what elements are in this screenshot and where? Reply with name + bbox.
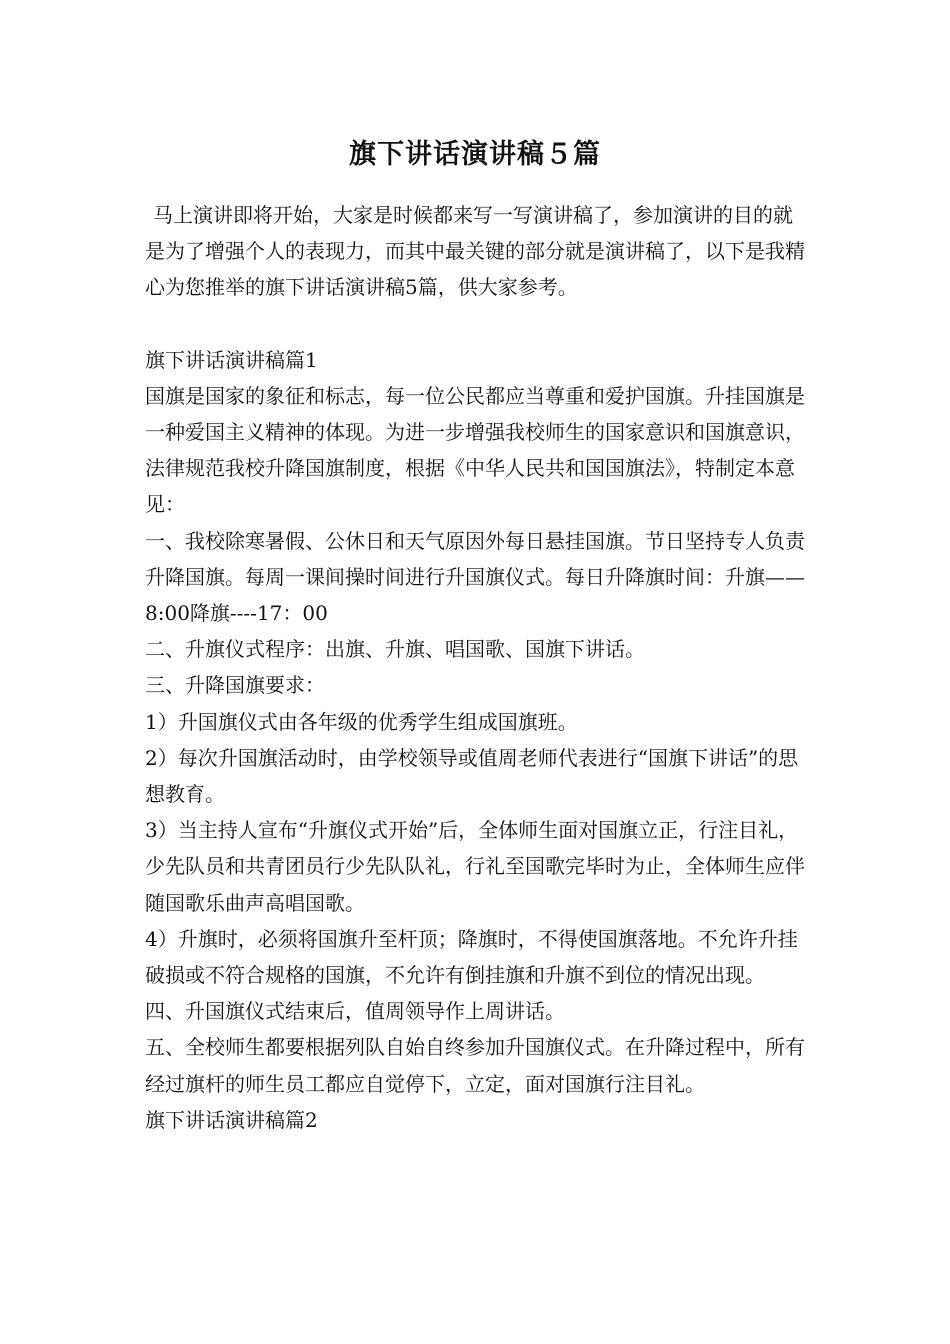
- list-item: 2）每次升国旗活动时，由学校领导或值周老师代表进行“国旗下讲话”的思想教育。: [145, 745, 799, 807]
- paragraph-gap: [145, 306, 809, 342]
- list-item: 4）升旗时，必须将国旗升至杆顶；降旗时，不得使国旗落地。不允许升挂破损或不符合规格的国旗，不允许有倒挂旗和升旗不到位的情况出现。: [145, 926, 798, 988]
- body-paragraph: 国旗是国家的象征和标志，每一位公民都应当尊重和爱护国旗。升挂国旗是一种爱国主义精神的体现。为进一步增强我校师生的国家意识和国旗意识，法律规范我校升降国旗制度，根据《中华人民共和国国旗法》，特制定本意见：: [145, 383, 805, 517]
- body-paragraph: 二、升旗仪式程序：出旗、升旗、唱国歌、国旗下讲话。: [145, 637, 645, 662]
- body-paragraph: 三、升降国旗要求：: [145, 673, 325, 698]
- document-body: [145, 197, 809, 1138]
- body-paragraph: 四、升国旗仪式结束后，值周领导作上周讲话。: [145, 999, 565, 1024]
- document-title: 旗下讲话演讲稿５篇: [349, 139, 601, 170]
- list-item: 3）当主持人宣布“升旗仪式开始”后，全体师生面对国旗立正，行注目礼，少先队员和共青团员行少先队队礼，行礼至国歌完毕时为止，全体师生应伴随国歌乐曲声高唱国歌。: [145, 818, 805, 915]
- section-heading-1: 旗下讲话演讲稿篇1: [145, 347, 318, 372]
- section-heading-2: 旗下讲话演讲稿篇2: [145, 1107, 318, 1132]
- list-item: 1）升国旗仪式由各年级的优秀学生组成国旗班。: [145, 709, 578, 734]
- intro-paragraph: 马上演讲即将开始，大家是时候都来写一写演讲稿了，参加演讲的目的就是为了增强个人的表现力，而其中最关键的部分就是演讲稿了，以下是我精心为您推举的旗下讲话演讲稿5篇，供大家参考。: [145, 203, 805, 300]
- body-paragraph: 五、全校师生都要根据列队自始自终参加升国旗仪式。在升降过程中，所有经过旗杆的师生员工都应自觉停下，立定，面对国旗行注目礼。: [145, 1035, 805, 1096]
- body-paragraph: 一、我校除寒暑假、公休日和天气原因外每日悬挂国旗。节日坚持专人负责升降国旗。每周一课间操时间进行升国旗仪式。每日升降旗时间：升旗——8:00降旗----17：00: [145, 528, 805, 626]
